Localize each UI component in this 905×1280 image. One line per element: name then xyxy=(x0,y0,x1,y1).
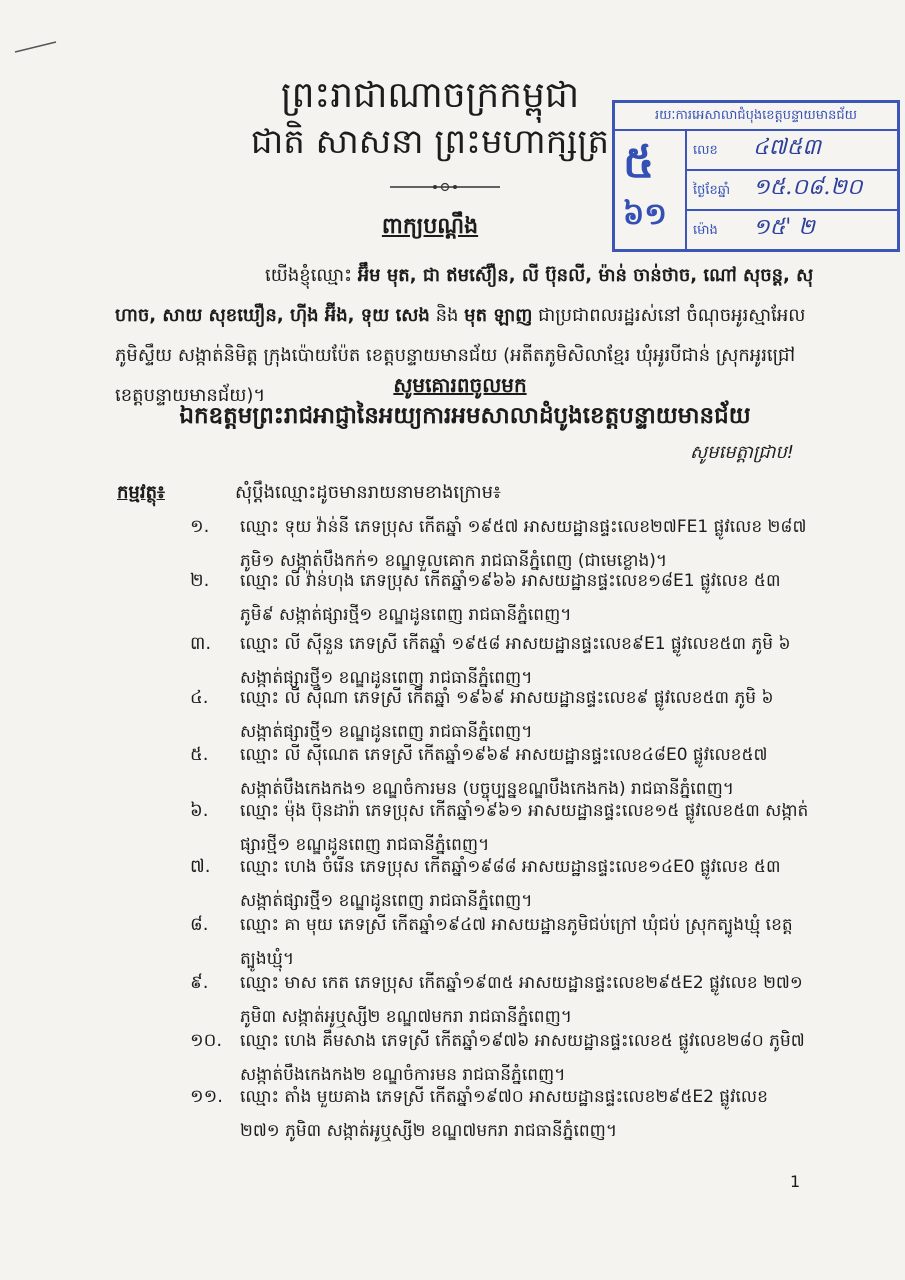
stamp-row-label: ម៉ោង xyxy=(693,223,718,238)
item-number: ៧. xyxy=(190,856,211,877)
item-text: ឈ្មោះ លី វ៉ាន់ហុង ភេទប្រុស កើតឆ្នាំ១៩៦៦ អាសយដ្ឋានផ្ទះលេខ១៨E1 ផ្លូវលេខ ៥៣ ភូមិ៩ សង្កាត់ផ្សារថ្មី១ ខណ្ឌដូនពេញ រាជធានីភ្នំពេញ។ xyxy=(240,571,781,625)
item-number: ១. xyxy=(190,516,210,537)
pen-mark xyxy=(14,40,58,54)
item-number: ៦. xyxy=(190,800,209,821)
divider-ornament xyxy=(390,182,500,192)
subject-text: សុំប្តឹងឈ្មោះដូចមានរាយនាមខាងក្រោម៖ xyxy=(235,482,501,503)
item-text: ឈ្មោះ ហេង ចំរើន ភេទប្រុស កើតឆ្នាំ១៩៨៨ អាសយដ្ឋានផ្ទះលេខ១៤E0 ផ្លូវលេខ ៥៣ សង្កាត់ផ្សារថ្មី១ ខណ្ឌដូនពេញ រាជធានីភ្នំពេញ។ xyxy=(240,857,781,911)
stamp-row-label: ថ្ងៃខែឆ្នាំ xyxy=(693,183,731,198)
item-text: ឈ្មោះ គា មុយ ភេទស្រី កើតឆ្នាំ១៩៤៧ អាសយដ្ឋានភូមិជប់ក្រៅ ឃុំជប់ ស្រុកត្បូងឃ្មុំ ខេត្តត្បូងឃ្មុំ។ xyxy=(240,915,793,969)
item-number: ៣. xyxy=(190,633,212,654)
item-number: ២. xyxy=(190,570,210,591)
stamp-row-number xyxy=(687,131,897,171)
item-text: ឈ្មោះ ទុយ វ៉ាន់នី ភេទប្រុស កើតឆ្នាំ ១៩៥៧ អាសយដ្ឋានផ្ទះលេខ២៧FE1 ផ្លូវលេខ ២៨៧ ភូមិ១ សង្កាត់បឹងកក់១ ខណ្ឌទួលគោក រាជធានីភ្នំពេញ (ជាមេខ្លោង)។ xyxy=(240,517,807,571)
stamp-row-label: លេខ xyxy=(693,143,718,158)
closing-phrase: សូមមេត្តាជ្រាប! xyxy=(690,442,794,463)
item-number: ៥. xyxy=(190,744,209,765)
item-text: ឈ្មោះ តាំង មួយគាង ភេទស្រី កើតឆ្នាំ១៩៧០ អាសយដ្ឋានផ្ទះលេខ២៩៥E2 ផ្លូវលេខ ២៧១ ភូមិ៣ សង្កាត់អូឬស្សី២ ខណ្ឌ៧មករា រាជធានីភ្នំពេញ។ xyxy=(240,1087,768,1141)
kingdom-title: ព្រះរាជាណាចក្រកម្ពុជា xyxy=(280,75,580,116)
intro-rest: ជាប្រជាពលរដ្ឋរស់នៅ ចំណុចអូរស្មាអែល ភូមិស្ទឹយ សង្កាត់និមិត្ត ក្រុងប៉ោយប៉ែត ខេត្តបន្ទាយមានជ័យ (អតីតភូមិសិលាខ្មែរ ឃុំអូរបីជាន់ ស្រុកអូរជ្រៅ ខេត្តបន្ទាយមានជ័យ)។ xyxy=(115,305,806,406)
item-number: ៩. xyxy=(190,972,209,993)
item-number: ៨. xyxy=(190,914,209,935)
stamp-row-value: ១៥.០៨.២០ xyxy=(753,175,863,200)
page-number: 1 xyxy=(790,1172,801,1191)
item-text: ឈ្មោះ ហេង គឹមសាង ភេទស្រី កើតឆ្នាំ១៩៧៦ អាសយដ្ឋានផ្ទះលេខ៥ ផ្លូវលេខ២៨០ ភូមិ៧ សង្កាត់បឹងកេងកង២ ខណ្ឌចំការមន រាជធានីភ្នំពេញ។ xyxy=(240,1031,805,1085)
stamp-numeral-box xyxy=(615,131,687,249)
item-text: ឈ្មោះ លី ស៊ីនួន ភេទស្រី កើតឆ្នាំ ១៩៥៨ អាសយដ្ឋានផ្ទះលេខ៩E1 ផ្លូវលេខ៥៣ ភូមិ ៦ សង្កាត់ផ្សារថ្មី១ ខណ្ឌដូនពេញ រាជធានីភ្នំពេញ។ xyxy=(240,634,791,688)
plaintiff-names: អ៊ឹម មុត, ជា ឥមស៊ឿន, លី ប៊ុនលី, ម៉ាន់ ចាន់ថាច, ណៅ សុចន្ត, សុ ហាច, សាយ សុខឃឿន, ហ៊ីង អ៊ីង, ទុយ សេង xyxy=(115,265,814,326)
reception-stamp xyxy=(612,100,900,252)
stamp-header: រយៈការអេសាលាជំបុងខេត្តបន្ទាយមានជ័យ xyxy=(615,103,897,131)
item-text: ឈ្មោះ លី ស៊ីណា ភេទស្រី កើតឆ្នាំ ១៩៦៩ អាសយដ្ឋានផ្ទះលេខ៩ ផ្លូវលេខ៥៣ ភូមិ ៦ សង្កាត់ផ្សារថ្មី១ ខណ្ឌដូនពេញ រាជធានីភ្នំពេញ។ xyxy=(240,688,774,742)
stamp-numeral: ៥ xyxy=(623,137,655,188)
item-number: ៤. xyxy=(190,687,209,708)
stamp-row-value: ៤៧៥៣ xyxy=(753,135,821,160)
item-text: ឈ្មោះ មាស កេត ភេទប្រុស កើតឆ្នាំ១៩៣៥ អាសយដ្ឋានផ្ទះលេខ២៩៥E2 ផ្លូវលេខ ២៧១ ភូមិ៣ សង្កាត់អូឬស្សី២ ខណ្ឌ៧មករា រាជធានីភ្នំពេញ។ xyxy=(240,973,803,1027)
stamp-numeral-suffix: ៦១ xyxy=(623,197,667,232)
subject-label: កម្មវត្ថុ៖ xyxy=(117,482,165,503)
stamp-row-value: ១៥' ២ xyxy=(753,215,815,240)
plaintiff-last-name: មុត ឡាញ xyxy=(464,305,533,326)
intro-and: និង xyxy=(435,305,459,326)
stamp-row-date xyxy=(687,171,897,211)
item-text: ឈ្មោះ ម៉ុង ប៊ុនដារ៉ា ភេទប្រុស កើតឆ្នាំ១៩៦១ អាសយដ្ឋានផ្ទះលេខ១៥ ផ្លូវលេខ៥៣ សង្កាត់ផ្សារថ្មី១ ខណ្ឌដូនពេញ រាជធានីភ្នំពេញ។ xyxy=(240,801,809,855)
national-motto: ជាតិ សាសនា ព្រះមហាក្សត្រ xyxy=(250,122,610,162)
item-text: ឈ្មោះ លី ស៊ីណេត ភេទស្រី កើតឆ្នាំ១៩៦៩ អាសយដ្ឋានផ្ទះលេខ៤៨E0 ផ្លូវលេខ៥៧ សង្កាត់បឹងកេងកង១ ខណ្ឌចំការមន (បច្ចុប្បន្នខណ្ឌបឹងកេងកង) រាជធានីភ្នំពេញ។ xyxy=(240,745,768,799)
item-number: ១១. xyxy=(190,1086,223,1107)
addressee: ឯកឧត្តមព្រះរាជអាជ្ញានៃអយ្យការអមសាលាដំបូងខេត្តបន្ទាយមានជ័យ xyxy=(179,403,751,429)
list-item xyxy=(0,564,905,636)
intro-lead: យើងខ្ញុំឈ្មោះ xyxy=(265,265,353,286)
list-item xyxy=(0,1080,905,1152)
item-number: ១០. xyxy=(190,1030,223,1051)
stamp-row-time xyxy=(687,211,897,249)
document-title: ពាក្យបណ្តឹង xyxy=(381,214,479,239)
respect-line: សូមគោរពចូលមក xyxy=(393,373,527,397)
